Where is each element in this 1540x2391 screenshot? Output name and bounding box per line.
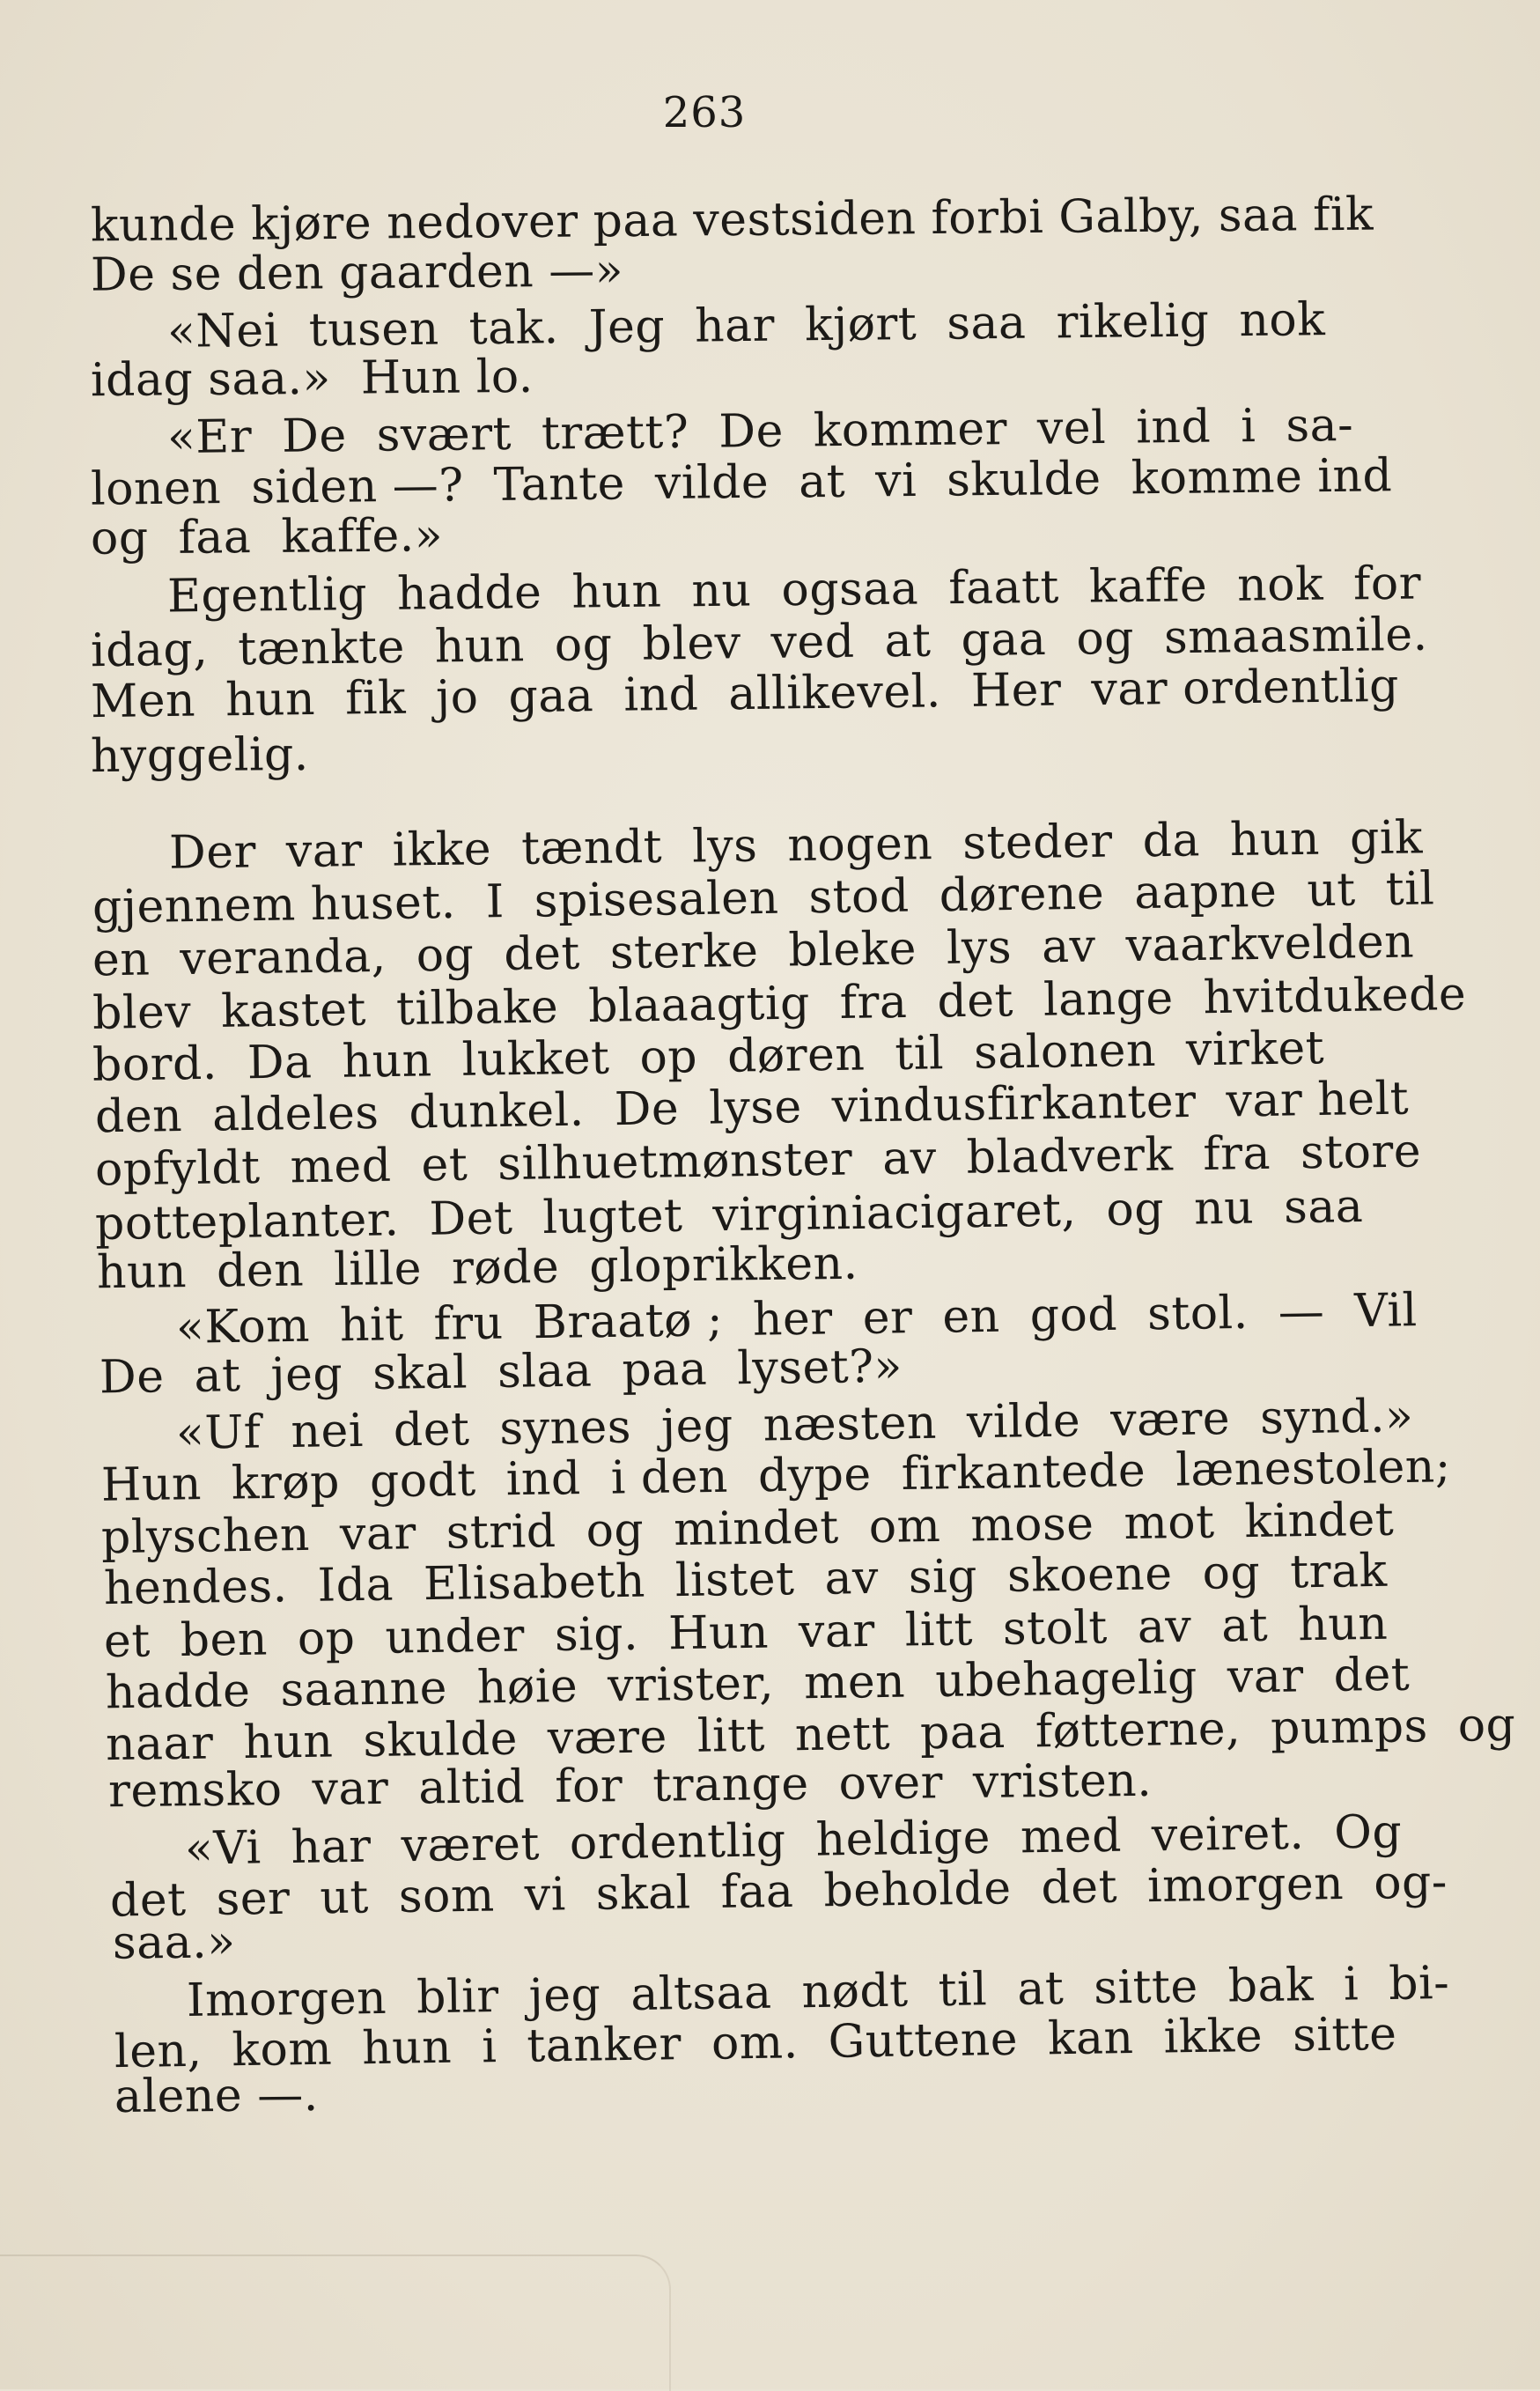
text-line: Men hun fik jo gaa ind allikevel. Her var ordentlig xyxy=(90,659,1400,729)
text-line: blev kastet tilbake blaaagtig fra det lange hvitdukede xyxy=(92,968,1467,1040)
text-line: alene —. xyxy=(114,2068,319,2124)
text-line: «Kom hit fru Braatø ; her er en god stol. — Vil xyxy=(175,1284,1418,1354)
text-line: «Uf nei det synes jeg næsten vilde være synd.» xyxy=(175,1390,1414,1460)
text-line: saa.» xyxy=(112,1915,236,1970)
text-line: De at jeg skal slaa paa lyset?» xyxy=(99,1339,903,1405)
text-line: kunde kjøre nedover paa vestsiden forbi Galby, saa fik xyxy=(90,188,1374,253)
text-line: en veranda, og det sterke bleke lys av vaarkvelden xyxy=(92,915,1415,987)
text-line: len, kom hun i tanker om. Guttene kan ikke sitte xyxy=(114,2007,1397,2079)
text-line: Egentlig hadde hun nu ogsaa faatt kaffe nok for xyxy=(166,557,1422,624)
text-line: plyschen var strid og mindet om mose mot kindet xyxy=(100,1493,1395,1565)
text-line: opfyldt med et silhuetmønster av bladverk fra store xyxy=(94,1125,1422,1197)
text-line: det ser ut som vi skal faa beholde det imorgen og- xyxy=(109,1856,1448,1928)
text-line: hadde saanne høie vrister, men ubehagelig var det xyxy=(105,1648,1411,1720)
text-line: et ben op under sig. Hun var litt stolt av at hun xyxy=(103,1597,1389,1669)
text-line: potteplanter. Det lugtet virginiacigaret, og nu saa xyxy=(94,1179,1364,1251)
text-line: Hun krøp godt ind i den dype firkantede lænestolen; xyxy=(100,1440,1452,1512)
text-line: De se den gaarden —» xyxy=(90,244,624,302)
text-line: «Er De svært trætt? De kommer vel ind i sa- xyxy=(166,398,1354,465)
text-line: hyggelig. xyxy=(90,727,310,784)
text-line: «Nei tusen tak. Jeg har kjørt saa rikelig nok xyxy=(166,293,1326,358)
text-line: «Vi har været ordentlig heldige med veiret. Og xyxy=(184,1805,1403,1876)
text-line: gjennem huset. I spisesalen stod dørene aapne ut til xyxy=(92,862,1435,934)
text-line: bord. Da hun lukket op døren til salonen virket xyxy=(92,1022,1325,1092)
text-line: den aldeles dunkel. De lyse vindusfirkanter var helt xyxy=(94,1072,1410,1144)
page-crease xyxy=(0,2254,671,2391)
text-line: lonen siden —? Tante vilde at vi skulde komme ind xyxy=(90,449,1393,516)
text-line: hendes. Ida Elisabeth listet av sig skoene og trak xyxy=(103,1544,1388,1616)
page-number: 263 xyxy=(662,88,747,137)
text-line: remsko var altid for trange over vristen. xyxy=(107,1753,1153,1819)
text-line: hun den lille røde gloprikken. xyxy=(96,1236,858,1300)
text-line: Der var ikke tændt lys nogen steder da hun gik xyxy=(168,811,1424,880)
text-line: idag, tænkte hun og blev ved at gaa og smaasmile. xyxy=(90,608,1428,678)
text-line: og faa kaffe.» xyxy=(90,509,444,565)
text-line: naar hun skulde være litt nett paa føtterne, pumps og xyxy=(105,1698,1516,1772)
text-line: Imorgen blir jeg altsaa nødt til at sitte bak i bi- xyxy=(186,1956,1450,2028)
text-line: idag saa.» Hun lo. xyxy=(90,350,534,408)
